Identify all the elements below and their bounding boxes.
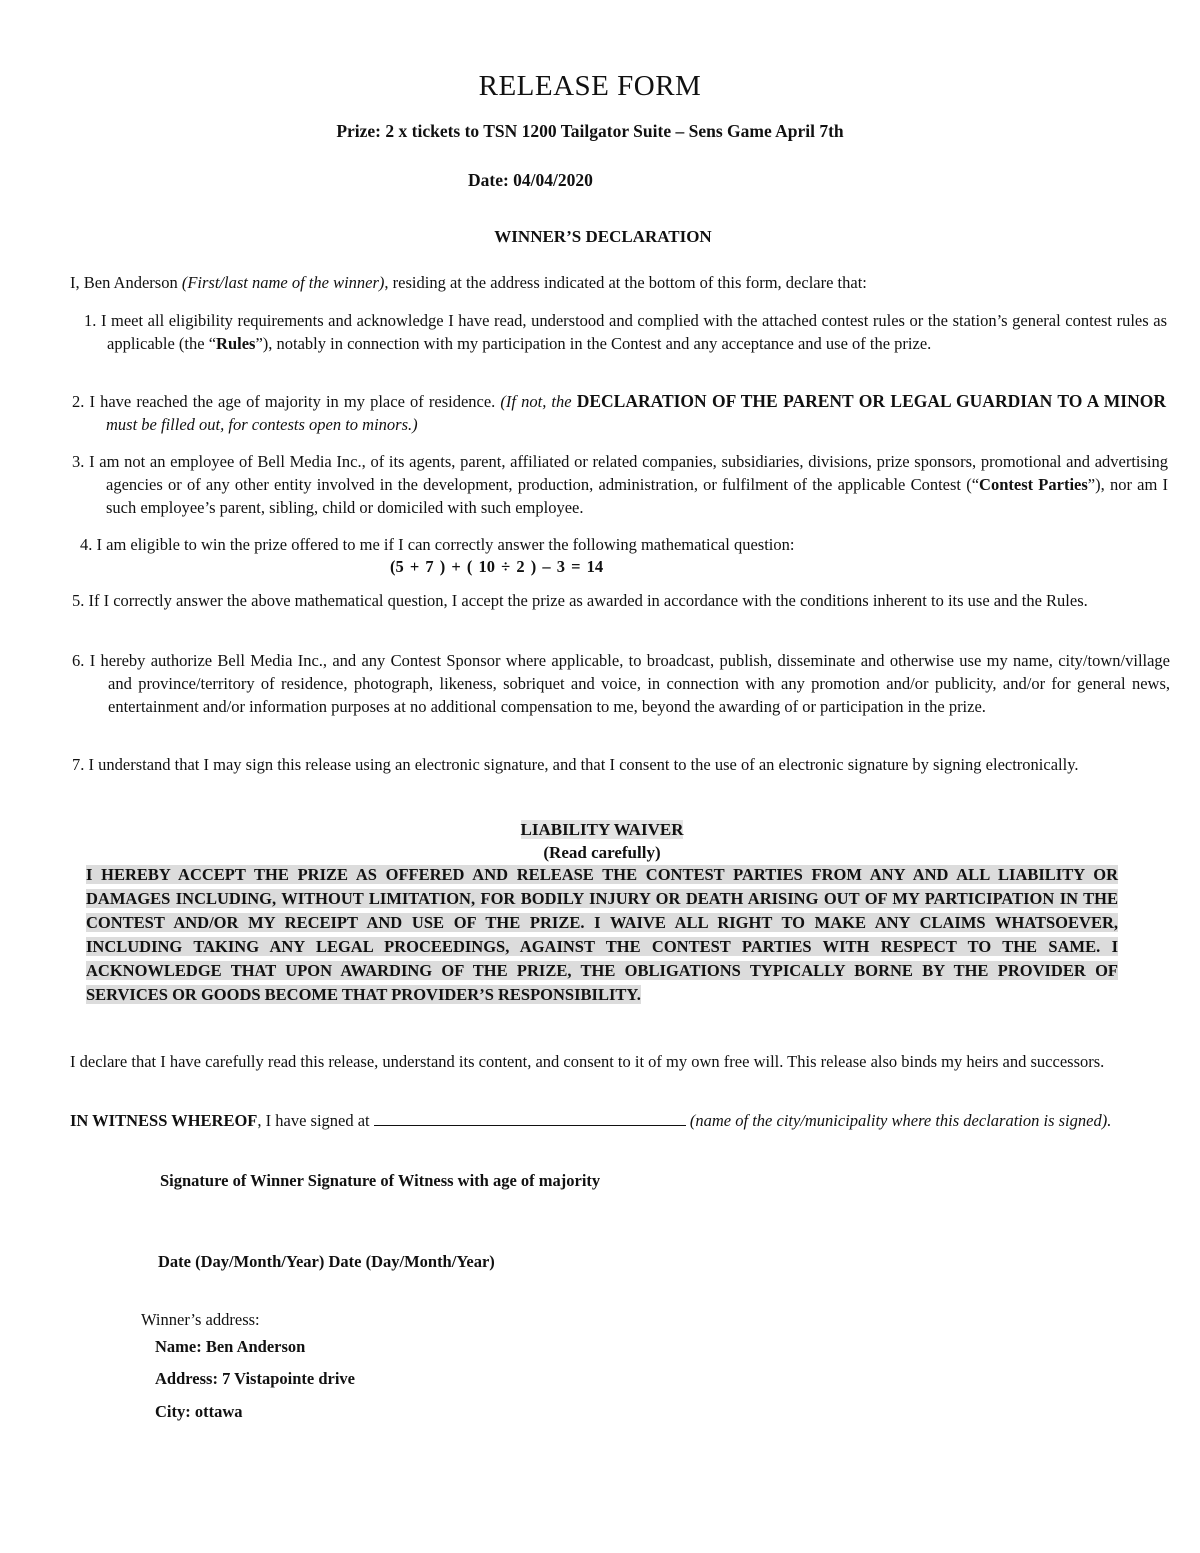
name-hint: (First/last name of the winner) (181, 273, 385, 292)
date-line: Date: 04/04/2020 (468, 170, 593, 190)
math-question: (5 + 7 ) + ( 10 ÷ 2 ) – 3 = 14 (390, 557, 604, 576)
signature-labels: Signature of Winner Signature of Witness with age of majority (160, 1171, 601, 1190)
city-signature-blank[interactable] (374, 1111, 686, 1126)
intro-paragraph: I, Ben Anderson (First/last name of the winner), residing at the address indicated at the bottom of this form, declare that: (70, 273, 867, 292)
winner-address-city: City: ottawa (155, 1402, 243, 1421)
winner-address-name: Name: Ben Anderson (155, 1337, 306, 1356)
declaration-item-6: 6. I hereby authorize Bell Media Inc., and any Contest Sponsor where applicable, to broadcast, publish, disseminate and otherwise use my name, city/town/village and province/territory of residence, photograph, likeness, sobriquet and voice, in connection with any promotion and/or publicity, and/or for general news, entertainment and/or information purposes at no additional compensation to me, beyond the awarding of or participation in the prize. (72, 651, 1171, 716)
liability-waiver-title: LIABILITY WAIVER (520, 820, 684, 839)
declaration-item-3: 3. I am not an employee of Bell Media Inc., of its agents, parent, affiliated or related companies, subsidiaries, divisions, prize sponsors, promotional and advertising agencies or of any other entity involved in the development, production, administration, or fulfilment of the applicable Contest (“Contest Parties”), nor am I such employee’s parent, sibling, child or domiciled with such employee. (72, 452, 1169, 517)
winners-declaration-heading: WINNER’S DECLARATION (494, 227, 712, 246)
date-labels: Date (Day/Month/Year) Date (Day/Month/Year) (158, 1252, 495, 1271)
prize-line: Prize: 2 x tickets to TSN 1200 Tailgator Suite – Sens Game April 7th (336, 121, 844, 141)
consent-paragraph: I declare that I have carefully read this release, understand its content, and consent to it of my own free will. This release also binds my heirs and successors. (70, 1052, 1105, 1071)
witness-paragraph: IN WITNESS WHEREOF, I have signed at (name of the city/municipality where this declaration is signed). (70, 1111, 1112, 1130)
liability-waiver-subtitle: (Read carefully) (543, 843, 661, 862)
declaration-item-2: 2. I have reached the age of majority in my place of residence. (If not, the DECLARATION OF THE PARENT OR LEGAL GUARDIAN TO A MINOR must be filled out, for contests open to minors.) (72, 391, 1166, 434)
declaration-item-5: 5. If I correctly answer the above mathematical question, I accept the prize as awarded in accordance with the conditions inherent to its use and the Rules. (72, 591, 1088, 610)
winner-address-label: Winner’s address: (141, 1310, 260, 1329)
declaration-item-1: 1. I meet all eligibility requirements and acknowledge I have read, understood and complied with the attached contest rules or the station’s general contest rules as applicable (the “Rules”), notably in connection with my participation in the Contest and any acceptance and use of the prize. (84, 311, 1167, 353)
page-title: RELEASE FORM (478, 70, 702, 102)
winner-name: Ben Anderson (83, 273, 178, 292)
liability-waiver-heading (0, 818, 1200, 864)
liability-waiver-text: I HEREBY ACCEPT THE PRIZE AS OFFERED AND RELEASE THE CONTEST PARTIES FROM ANY AND ALL LIABILITY OR DAMAGES INCLUDING, WITHOUT LIMITATION, FOR BODILY INJURY OR DEATH ARISING OUT OF MY PARTICIPATION IN THE CONTEST AND/OR MY RECEIPT AND USE OF THE PRIZE. I WAIVE ALL RIGHT TO MAKE ANY CLAIMS WHATSOEVER, INCLUDING TAKING ANY LEGAL PROCEEDINGS, AGAINST THE CONTEST PARTIES WITH RESPECT TO THE SAME. I ACKNOWLEDGE THAT UPON AWARDING OF THE PRIZE, THE OBLIGATIONS TYPICALLY BORNE BY THE PROVIDER OF SERVICES OR GOODS BECOME THAT PROVIDER’S RESPONSIBILITY. (86, 865, 1118, 1004)
declaration-item-7: 7. I understand that I may sign this release using an electronic signature, and that I consent to the use of an electronic signature by signing electronically. (72, 755, 1079, 774)
declaration-item-4: 4. I am eligible to win the prize offered to me if I can correctly answer the following mathematical question: (80, 535, 795, 554)
winner-address-street: Address: 7 Vistapointe drive (155, 1369, 355, 1388)
